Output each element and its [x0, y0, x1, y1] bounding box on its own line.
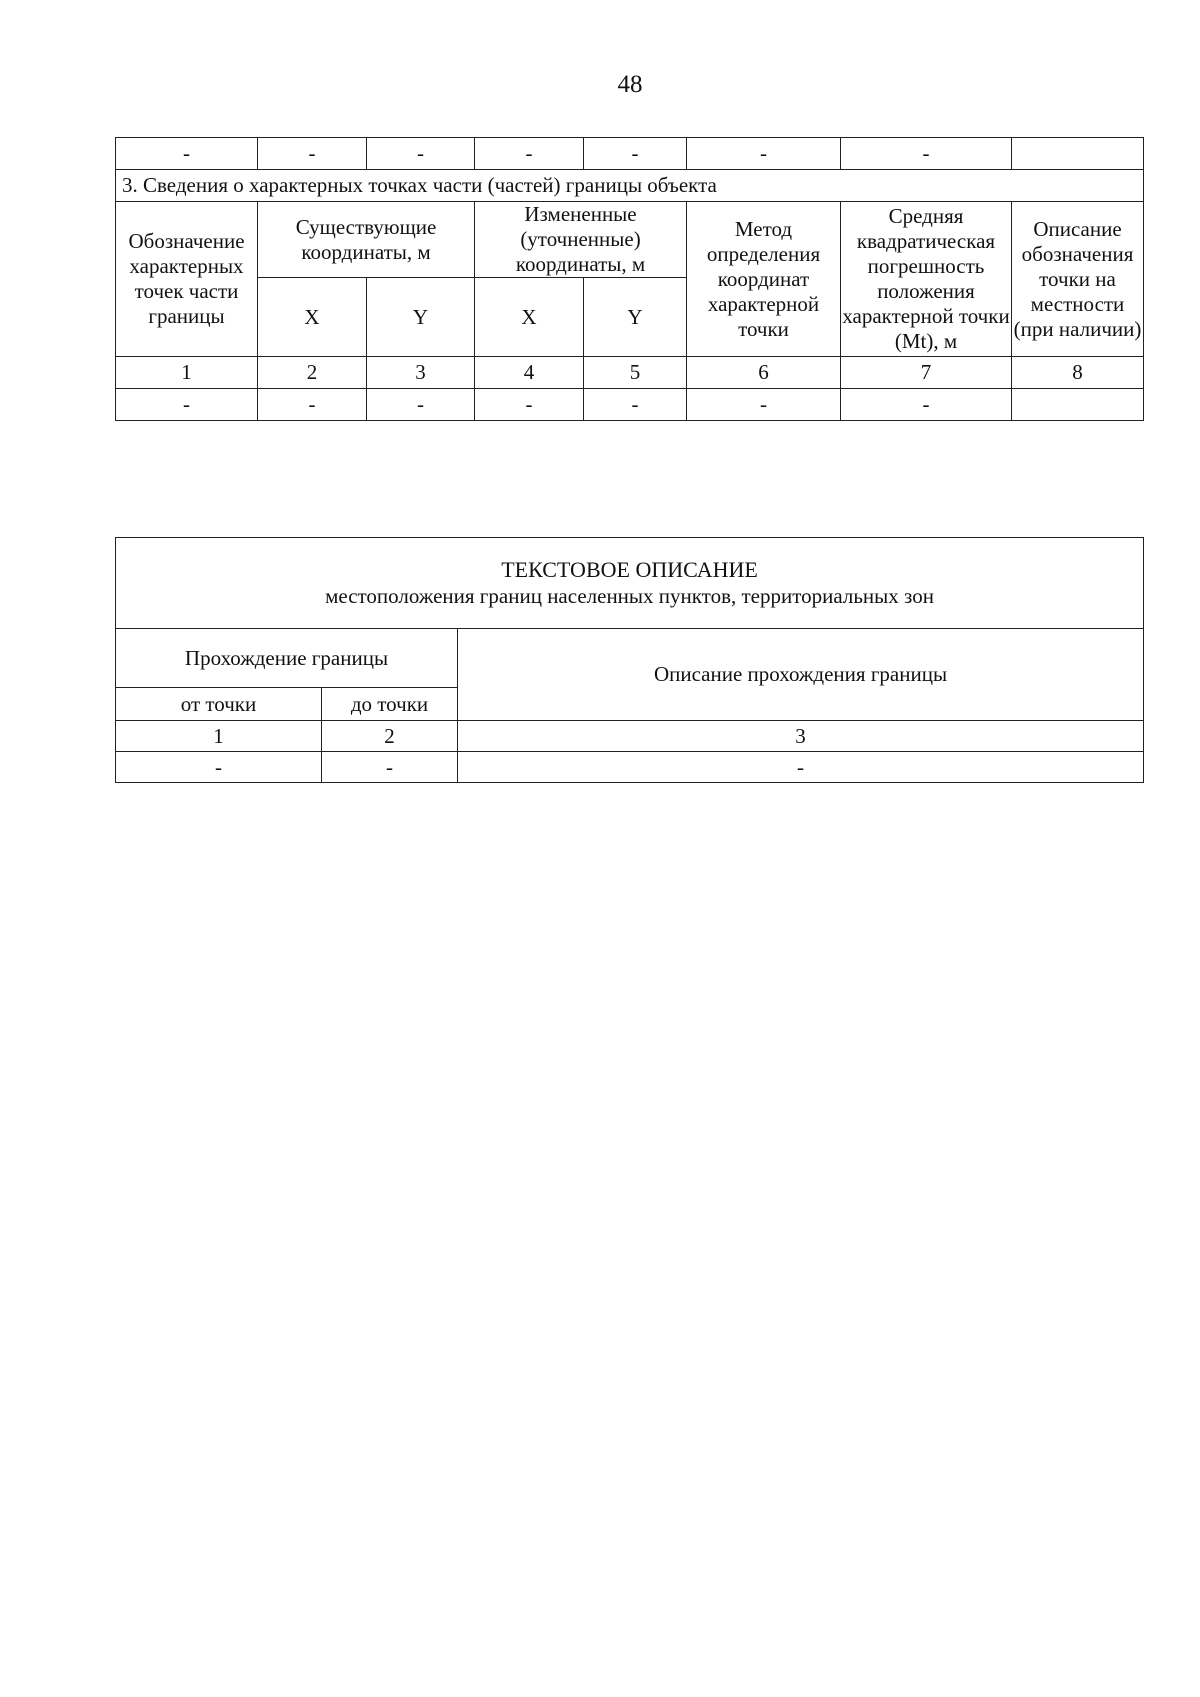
page-number: 48: [617, 71, 643, 98]
table-cell: -: [258, 389, 367, 421]
table-cell: -: [116, 138, 258, 170]
table-cell: -: [258, 138, 367, 170]
header-changed-coordinates: Измененные (уточненные) координаты, м: [475, 202, 687, 278]
column-number: 4: [475, 357, 584, 389]
table-cell: -: [475, 389, 584, 421]
table-cell: -: [367, 389, 475, 421]
header-existing-coordinates: Существующие координаты, м: [258, 202, 475, 278]
table-subtitle: местоположения границ населенных пунктов, территориальных зон: [325, 584, 934, 608]
table-cell: -: [687, 389, 841, 421]
table-cell: -: [458, 752, 1144, 783]
table-row: [116, 389, 1144, 421]
column-number: 6: [687, 357, 841, 389]
table-cell: -: [584, 138, 687, 170]
table-cell: -: [687, 138, 841, 170]
column-numbers-row: [116, 721, 1144, 752]
header-x: X: [475, 278, 584, 357]
header-point-designation: Обозначение характерных точек части границы: [116, 202, 258, 357]
header-row: [116, 202, 1144, 278]
points-table: [115, 137, 1144, 421]
column-number: 3: [367, 357, 475, 389]
table-cell: -: [841, 389, 1012, 421]
header-y: Y: [367, 278, 475, 357]
section-row: [116, 170, 1144, 202]
header-description: Описание обозначения точки на местности (при наличии): [1012, 202, 1144, 357]
section-title: 3. Сведения о характерных точках части (частей) границы объекта: [116, 170, 1144, 202]
header-from-point: от точки: [116, 688, 322, 721]
header-passage: Прохождение границы: [116, 629, 458, 688]
table-cell: -: [116, 752, 322, 783]
table-title-cell: [116, 538, 1144, 629]
column-number: 5: [584, 357, 687, 389]
table-cell: [1012, 389, 1144, 421]
table-cell: -: [584, 389, 687, 421]
header-method: Метод определения координат характерной точки: [687, 202, 841, 357]
table-cell: -: [116, 389, 258, 421]
column-number: 2: [258, 357, 367, 389]
column-number: 1: [116, 721, 322, 752]
header-error: Средняя квадратическая погрешность положения характерной точки (Mt), м: [841, 202, 1012, 357]
header-row: [116, 629, 1144, 688]
header-x: X: [258, 278, 367, 357]
column-number: 1: [116, 357, 258, 389]
title-row: [116, 538, 1144, 629]
header-y: Y: [584, 278, 687, 357]
table-row: [116, 752, 1144, 783]
text-description-table: [115, 537, 1144, 783]
column-number: 8: [1012, 357, 1144, 389]
header-to-point: до точки: [322, 688, 458, 721]
column-number: 7: [841, 357, 1012, 389]
header-passage-description: Описание прохождения границы: [458, 629, 1144, 721]
table-cell: -: [322, 752, 458, 783]
table-cell: -: [367, 138, 475, 170]
table-row: [116, 138, 1144, 170]
table-cell: -: [841, 138, 1012, 170]
table-title: ТЕКСТОВОЕ ОПИСАНИЕ: [501, 557, 758, 582]
column-number: 3: [458, 721, 1144, 752]
table-cell: -: [475, 138, 584, 170]
column-numbers-row: [116, 357, 1144, 389]
column-number: 2: [322, 721, 458, 752]
table-cell: [1012, 138, 1144, 170]
